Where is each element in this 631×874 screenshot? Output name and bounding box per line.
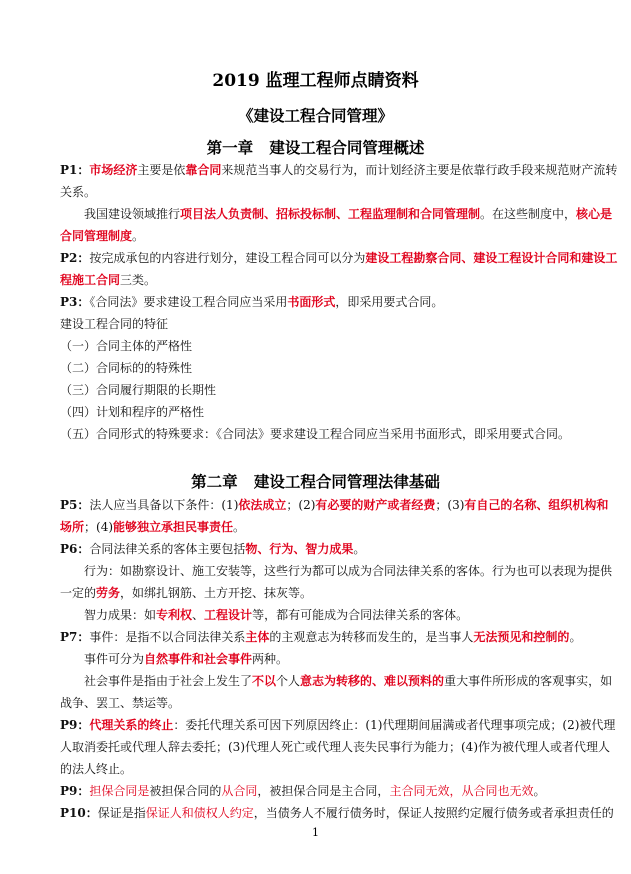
- p7-highlight: 自然事件和社会事件: [144, 652, 253, 666]
- p1-line1: [60, 163, 618, 178]
- p5-text: ；(4): [84, 520, 114, 534]
- p7-highlight: 主体: [245, 630, 270, 644]
- p10-line1: [60, 806, 614, 821]
- p7-text: 社会事件是指由于社会上发生了: [84, 674, 253, 688]
- p6-text: 合同法律关系的客体主要包括: [89, 542, 246, 556]
- p10-highlight: 保证人和债权人约定: [145, 806, 254, 820]
- p10-text: ，当债务人不履行债务时，保证人按照约定履行债务或者承担责任的: [253, 806, 614, 820]
- p5-line2: [60, 520, 580, 535]
- chapter2-heading: 第二章 建设工程合同管理法律基础: [191, 472, 440, 491]
- p7-highlight: 意志为转移的、难以预料的: [300, 674, 445, 688]
- feature-item: （三）合同履行期限的长期性: [60, 383, 217, 397]
- p6-text: ，如绑扎钢筋、土方开挖、抹灰等。: [120, 586, 313, 600]
- p9a-highlight: 代理关系的终止: [89, 718, 174, 732]
- p9a-text: ：委托代理关系可因下列原因终止：(1)代理期间届满或者代理事项完成；(2)被代理: [173, 718, 616, 732]
- p2-text: 三类。: [120, 273, 157, 287]
- p6-line1: [60, 542, 580, 557]
- p1-highlight: 项目法人负责制、招标投标制、工程监理制和合同管理制: [180, 207, 481, 221]
- p9b-text: ，被担保合同是主合同，: [257, 784, 390, 798]
- p1-highlight: 核心是: [576, 207, 613, 221]
- p6-line4: [84, 608, 580, 623]
- p9a-line2: 人取消委托或代理人辞去委托；(3)代理人死亡或代理人丧失民事行为能力；(4)作为被代理人或者代理人: [60, 740, 610, 754]
- p7-text: 重大事件所形成的客观事实，如: [444, 674, 613, 688]
- p3-label: P3：: [60, 295, 90, 309]
- document-subtitle: 《建设工程合同管理》: [237, 106, 393, 125]
- p9a-line1: [60, 718, 616, 733]
- p6-text: 一定的: [60, 586, 97, 600]
- p7-line4: 战争、罢工、禁运等。: [60, 696, 181, 710]
- p6-line2: 行为：如勘察设计、施工安装等，这些行为都可以成为合同法律关系的客体。行为也可以表现为提供: [84, 564, 613, 578]
- p7-line2: [84, 652, 580, 667]
- p6-highlight: 劳务: [96, 586, 121, 600]
- p1-highlight: 市场经济: [89, 163, 138, 177]
- p2-text: 按完成承包的内容进行划分，建设工程合同可以分为: [89, 251, 366, 265]
- p7-text: 。: [569, 630, 582, 644]
- p6-label: P6：: [60, 542, 90, 556]
- p5-label: P5：: [60, 498, 90, 512]
- p6-text: 。: [353, 542, 366, 556]
- p1-label: P1：: [60, 163, 90, 177]
- p6-highlight: 物、行为、智力成果: [245, 542, 354, 556]
- p5-highlight: 有必要的财产或者经费: [315, 498, 436, 512]
- chapter1-heading: 第一章 建设工程合同管理概述: [206, 138, 425, 157]
- p3-text: ，即采用要式合同。: [335, 295, 444, 309]
- p3-line1: [60, 295, 580, 310]
- p10-label: P10：: [60, 806, 98, 820]
- p1-highlight: 合同管理制度: [60, 229, 133, 243]
- p5-text: ；(3): [435, 498, 465, 512]
- p7-text: 事件可分为: [84, 652, 145, 666]
- p7-text: 两种。: [252, 652, 289, 666]
- p1-text: 主要是依: [137, 163, 186, 177]
- p7-line3: [84, 674, 613, 689]
- p6-highlight: 工程设计: [204, 608, 253, 622]
- p9b-label: P9：: [60, 784, 90, 798]
- p2-highlight: 建设工程勘察合同、建设工程设计合同和建设工: [365, 251, 618, 265]
- p1-highlight: 靠合同: [185, 163, 222, 177]
- p7-text: 事件：是指不以合同法律关系: [89, 630, 246, 644]
- p9b-highlight: 担保合同是: [89, 784, 150, 798]
- p9b-text: 。: [533, 784, 546, 798]
- p9b-text: 被担保合同的: [149, 784, 222, 798]
- p5-highlight: 有自己的名称、组织机构和: [464, 498, 609, 512]
- p9b-line1: [60, 784, 580, 799]
- p7-highlight: 不以: [252, 674, 277, 688]
- p2-line1: [60, 251, 618, 266]
- p9b-highlight: 从合同: [221, 784, 258, 798]
- p9b-highlight: 主合同无效，从合同也无效: [389, 784, 534, 798]
- p5-highlight: 能够独立承担民事责任: [113, 520, 234, 534]
- p6-text: 智力成果：如: [84, 608, 157, 622]
- p9a-line3: 的法人终止。: [60, 762, 133, 776]
- document-title: 2019 监理工程师点睛资料: [212, 71, 419, 91]
- p7-text: 的主观意志为转移而发生的，是当事人: [269, 630, 474, 644]
- p6-text: 等，都有可能成为合同法律关系的客体。: [252, 608, 469, 622]
- feature-item: （二）合同标的的特殊性: [60, 361, 193, 375]
- p7-text: 个人: [276, 674, 301, 688]
- p6-highlight: 专利权: [156, 608, 193, 622]
- feature-item: （一）合同主体的严格性: [60, 339, 193, 353]
- feature-item: （五）合同形式的特殊要求：《合同法》要求建设工程合同应当采用书面形式，即采用要式合同。: [60, 427, 571, 441]
- p9a-label: P9：: [60, 718, 90, 732]
- p1-line2: 关系。: [60, 185, 97, 199]
- p3-text: 《合同法》要求建设工程合同应当采用: [89, 295, 288, 309]
- p7-highlight: 无法预见和控制的: [473, 630, 570, 644]
- p2-label: P2：: [60, 251, 90, 265]
- p5-text: 法人应当具备以下条件：(1): [89, 498, 239, 512]
- p2-highlight: 程施工合同: [60, 273, 121, 287]
- p1-text: 。: [132, 229, 145, 243]
- p1-line4: [60, 229, 580, 244]
- p1-text: 来规范当事人的交易行为，而计划经济主要是依靠行政手段来规范财产流转: [221, 163, 618, 177]
- p7-label: P7：: [60, 630, 90, 644]
- p2-line2: [60, 273, 580, 288]
- p3-highlight: 书面形式: [287, 295, 336, 309]
- feature-item: （四）计划和程序的严格性: [60, 405, 205, 419]
- p5-text: ；(2): [286, 498, 316, 512]
- p7-line1: [60, 630, 580, 645]
- p5-highlight: 场所: [60, 520, 85, 534]
- p1-line3: [84, 207, 613, 222]
- p1-text: 。在这些制度中，: [480, 207, 577, 221]
- p5-text: 。: [233, 520, 246, 534]
- page-number: 1: [312, 826, 319, 839]
- p6-text: 、: [192, 608, 205, 622]
- features-title: 建设工程合同的特征: [60, 317, 169, 331]
- p1-text: 我国建设领域推行: [84, 207, 181, 221]
- p6-line3: [60, 586, 580, 601]
- p10-text: 保证是指: [97, 806, 146, 820]
- p5-line1: [60, 498, 609, 513]
- p5-highlight: 依法成立: [238, 498, 287, 512]
